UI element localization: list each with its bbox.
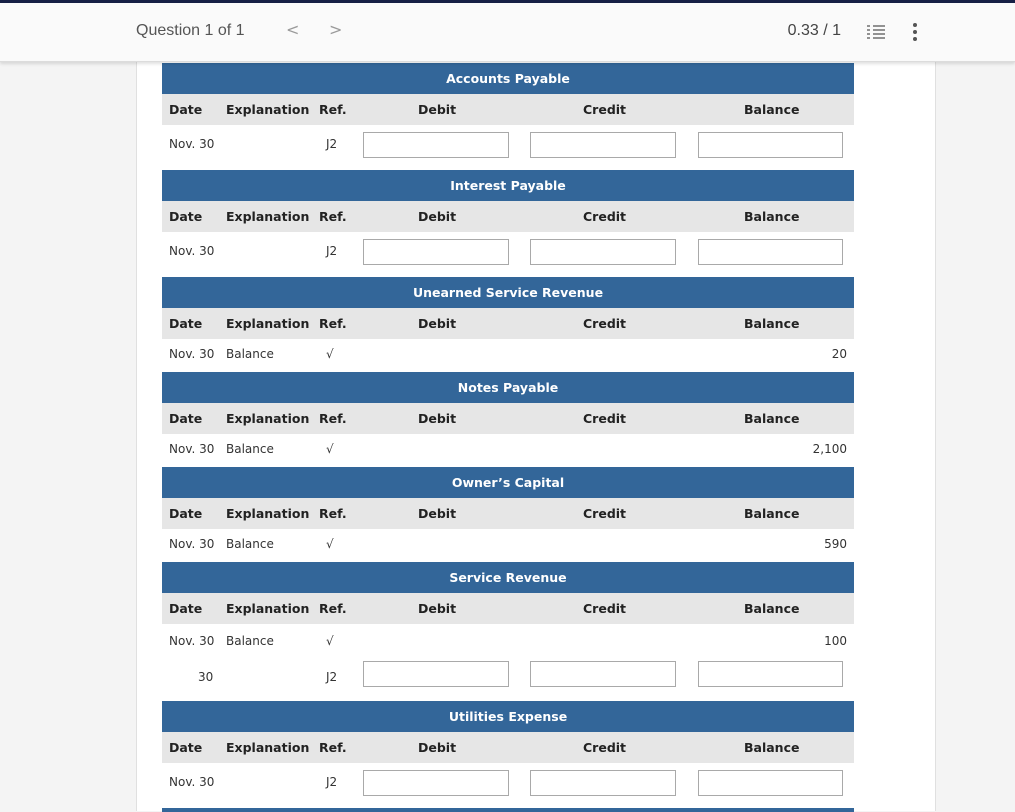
col-debit: Debit (418, 601, 457, 616)
question-header (0, 3, 1015, 62)
ledger-owners-capital (162, 467, 854, 560)
row-date: Nov. 30 (169, 775, 215, 789)
ledger-title: Notes Payable (162, 372, 854, 403)
row-balance: 590 (824, 537, 847, 551)
row-ref: √ (326, 537, 334, 551)
col-date: Date (169, 102, 203, 117)
col-credit: Credit (583, 209, 627, 224)
ledger-title: Unearned Service Revenue (162, 277, 854, 308)
row-ref: J2 (326, 670, 338, 684)
question-counter: Question 1 of 1 (136, 22, 245, 39)
col-ref: Ref. (319, 506, 347, 521)
col-explanation: Explanation (226, 316, 310, 331)
row-explanation: Balance (226, 347, 274, 361)
row-balance: 20 (831, 347, 847, 361)
ledger-unearned-service-revenue (162, 277, 854, 370)
column-header-row (162, 308, 854, 339)
col-debit: Debit (418, 209, 457, 224)
credit-input[interactable] (530, 661, 676, 687)
row-date: Nov. 30 (169, 442, 215, 456)
next-question-button[interactable]: > (329, 20, 343, 39)
col-date: Date (169, 209, 203, 224)
ledger-accounts-payable (162, 63, 854, 163)
table-row (162, 125, 854, 163)
col-ref: Ref. (319, 102, 347, 117)
col-explanation: Explanation (226, 209, 310, 224)
row-ref: √ (326, 634, 334, 648)
ledger-title: Accounts Payable (162, 63, 854, 94)
col-credit: Credit (583, 506, 627, 521)
question-list-icon[interactable] (866, 24, 886, 40)
col-credit: Credit (583, 740, 627, 755)
row-date: Nov. 30 (169, 537, 215, 551)
row-balance: 100 (824, 634, 847, 648)
ledger-title: Interest Payable (162, 170, 854, 201)
row-ref: J2 (326, 775, 338, 789)
ledger-utilities-expense (162, 701, 854, 801)
col-explanation: Explanation (226, 601, 310, 616)
col-ref: Ref. (319, 316, 347, 331)
col-date: Date (169, 411, 203, 426)
col-explanation: Explanation (226, 411, 310, 426)
column-header-row (162, 593, 854, 624)
col-credit: Credit (583, 102, 627, 117)
ledger-title: Owner’s Capital (162, 467, 854, 498)
col-credit: Credit (583, 411, 627, 426)
col-balance: Balance (744, 740, 800, 755)
column-header-row (162, 498, 854, 529)
row-ref: J2 (326, 244, 338, 258)
more-options-icon[interactable] (910, 21, 920, 43)
col-credit: Credit (583, 601, 627, 616)
col-explanation: Explanation (226, 102, 310, 117)
table-row (162, 658, 854, 696)
table-row (162, 624, 854, 658)
ledger-title: Utilities Expense (162, 701, 854, 732)
column-header-row (162, 732, 854, 763)
next-ledger-band (162, 808, 854, 812)
col-balance: Balance (744, 316, 800, 331)
row-date: Nov. 30 (169, 244, 215, 258)
col-explanation: Explanation (226, 506, 310, 521)
col-debit: Debit (418, 411, 457, 426)
col-ref: Ref. (319, 601, 347, 616)
col-balance: Balance (744, 411, 800, 426)
row-date: Nov. 30 (169, 634, 215, 648)
row-ref: √ (326, 442, 334, 456)
ledger-title: Service Revenue (162, 562, 854, 593)
col-ref: Ref. (319, 209, 347, 224)
debit-input[interactable] (363, 770, 509, 796)
debit-input[interactable] (363, 132, 509, 158)
ledger-service-revenue (162, 562, 854, 696)
row-explanation: Balance (226, 442, 274, 456)
column-header-row (162, 403, 854, 434)
previous-question-button[interactable]: < (286, 20, 300, 39)
ledger-notes-payable (162, 372, 854, 465)
col-balance: Balance (744, 506, 800, 521)
row-balance: 2,100 (812, 442, 847, 456)
ledger-interest-payable (162, 170, 854, 270)
balance-input[interactable] (698, 770, 843, 796)
column-header-row (162, 94, 854, 125)
debit-input[interactable] (363, 239, 509, 265)
table-row (162, 232, 854, 270)
col-balance: Balance (744, 102, 800, 117)
row-ref: J2 (326, 137, 338, 151)
col-ref: Ref. (319, 740, 347, 755)
row-date: 30 (198, 670, 214, 684)
col-date: Date (169, 506, 203, 521)
row-explanation: Balance (226, 634, 274, 648)
table-row (162, 763, 854, 801)
col-balance: Balance (744, 209, 800, 224)
table-row (162, 434, 854, 465)
score-display: 0.33 / 1 (787, 22, 841, 39)
col-explanation: Explanation (226, 740, 310, 755)
col-debit: Debit (418, 102, 457, 117)
column-header-row (162, 201, 854, 232)
row-date: Nov. 30 (169, 347, 215, 361)
balance-input[interactable] (698, 661, 843, 687)
credit-input[interactable] (530, 132, 676, 158)
table-row (162, 339, 854, 370)
question-content (136, 62, 936, 811)
row-ref: √ (326, 347, 334, 361)
col-credit: Credit (583, 316, 627, 331)
table-row (162, 529, 854, 560)
col-ref: Ref. (319, 411, 347, 426)
col-date: Date (169, 601, 203, 616)
col-date: Date (169, 740, 203, 755)
credit-input[interactable] (530, 770, 676, 796)
row-date: Nov. 30 (169, 137, 215, 151)
col-balance: Balance (744, 601, 800, 616)
col-debit: Debit (418, 740, 457, 755)
balance-input[interactable] (698, 239, 843, 265)
col-debit: Debit (418, 316, 457, 331)
row-explanation: Balance (226, 537, 274, 551)
col-date: Date (169, 316, 203, 331)
balance-input[interactable] (698, 132, 843, 158)
col-debit: Debit (418, 506, 457, 521)
debit-input[interactable] (363, 661, 509, 687)
credit-input[interactable] (530, 239, 676, 265)
